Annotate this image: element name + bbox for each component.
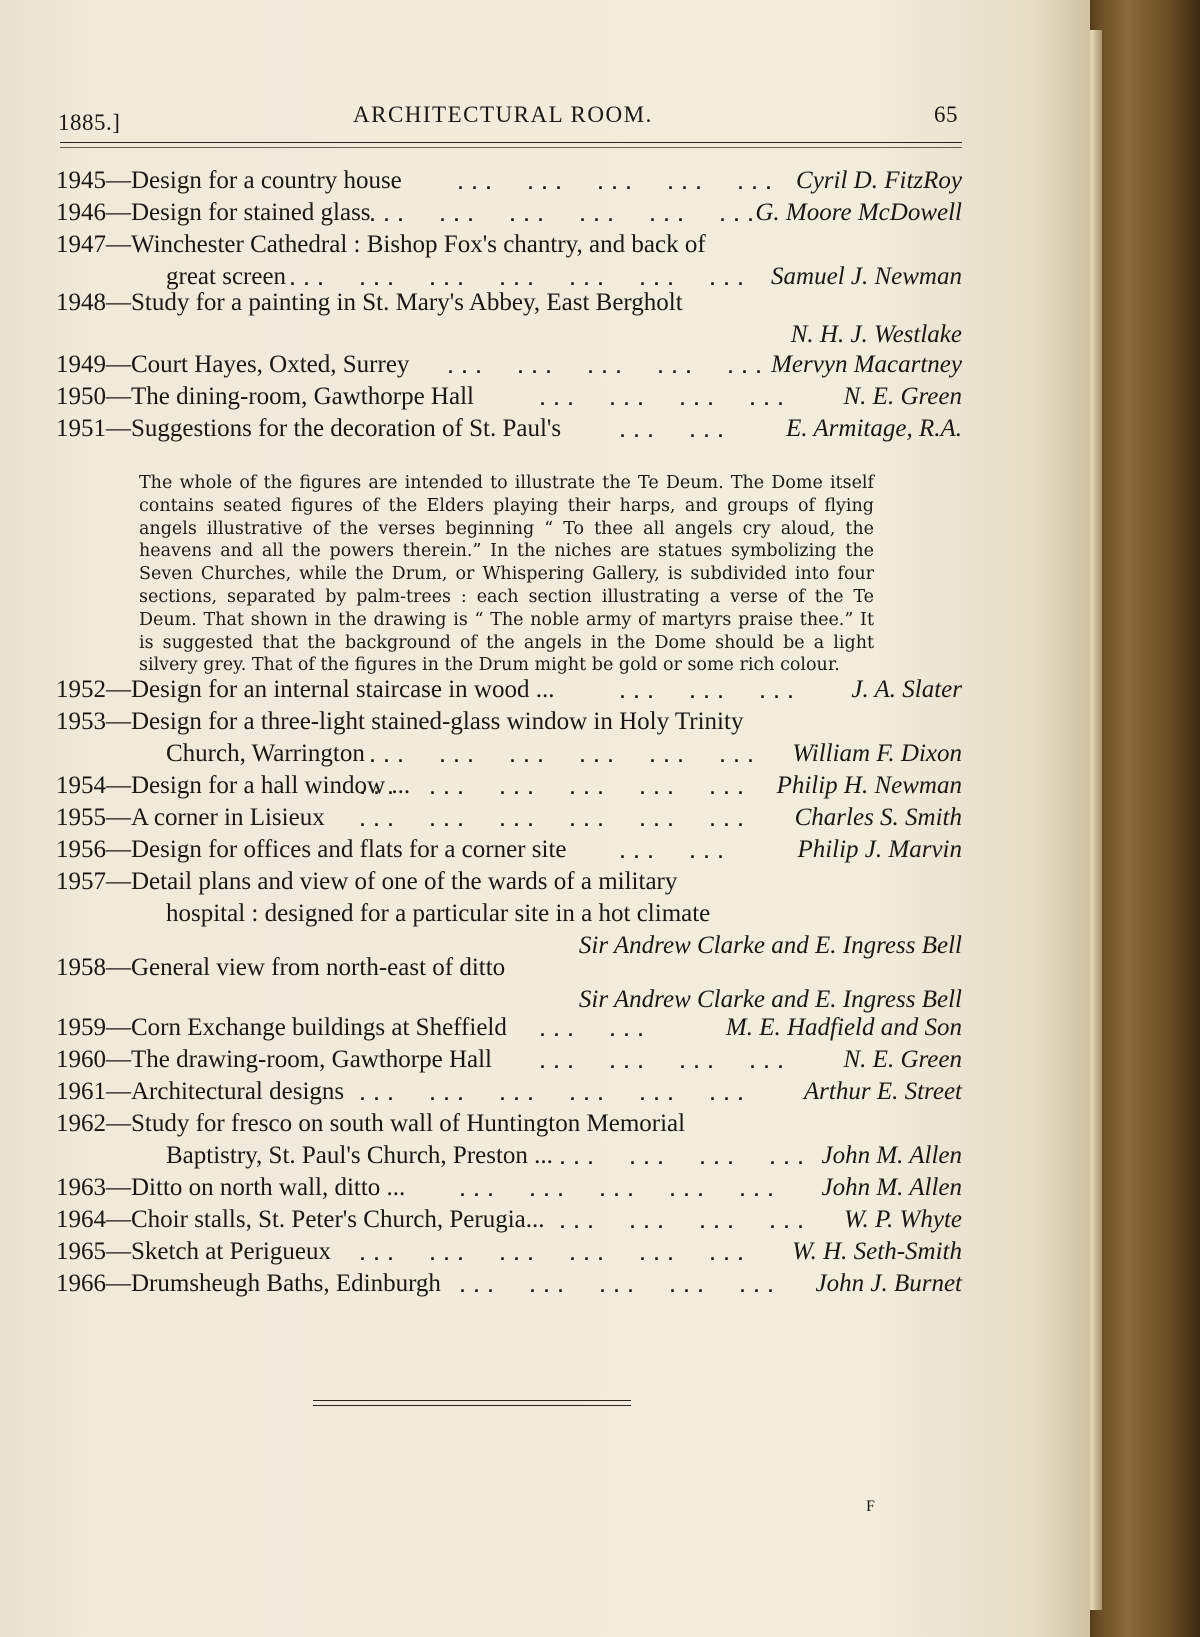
entry-number: 1950 [56, 383, 106, 410]
entry-title: —The drawing-room, Gawthorpe Hall [106, 1046, 492, 1073]
end-rule-double [313, 1405, 631, 1406]
leader-dots: ... ... ... ... [560, 1148, 813, 1168]
entry-title: —Architectural designs [106, 1078, 345, 1105]
leader-dots: ... ... ... ... ... [460, 1180, 783, 1200]
artist-name: Mervyn Macartney [771, 351, 962, 378]
catalogue-entry [56, 1204, 962, 1236]
catalogue-entry [56, 866, 962, 962]
entry-number: 1966 [56, 1270, 106, 1297]
catalogue-entry [56, 1172, 962, 1204]
artist-name: E. Armitage, R.A. [786, 415, 962, 442]
entry-title: hospital : designed for a particular site in a hot climate [166, 900, 711, 927]
entry-number: 1965 [56, 1238, 106, 1265]
entry-number: 1958 [56, 954, 106, 981]
end-rule [313, 1400, 631, 1401]
catalogue-entry [56, 229, 962, 293]
entry-title: —Study for fresco on south wall of Huntington Memorial [106, 1110, 686, 1137]
entry-title: —A corner in Lisieux [106, 804, 325, 831]
leader-dots: ... ... [540, 1020, 653, 1040]
catalogue-entry [56, 1044, 962, 1076]
artist-name: Cyril D. FitzRoy [796, 167, 962, 194]
leader-dots: ... ... ... ... ... ... [360, 810, 753, 830]
entry-title: Church, Warrington [166, 740, 365, 767]
artist-name: Philip H. Newman [776, 772, 962, 799]
entry-number: 1949 [56, 351, 106, 378]
entry-title: —Corn Exchange buildings at Sheffield [106, 1014, 507, 1041]
entry-title: —Ditto on north wall, ditto ... [106, 1174, 406, 1201]
entry-number: 1962 [56, 1110, 106, 1137]
entry-number: 1954 [56, 772, 106, 799]
entry-number: 1959 [56, 1014, 106, 1041]
catalogue-entry [56, 706, 962, 770]
catalogue-entry [56, 1236, 962, 1268]
catalogue-entry [56, 1012, 962, 1044]
entry-title: —General view from north-east of ditto [106, 954, 506, 981]
artist-name: Sir Andrew Clarke and E. Ingress Bell [578, 932, 962, 959]
leader-dots: ... ... ... ... ... ... [370, 746, 763, 766]
entry-number: 1945 [56, 167, 106, 194]
artist-name: J. A. Slater [851, 676, 962, 703]
page-number: 65 [934, 102, 958, 127]
entry-title: —Design for offices and flats for a corner site [106, 836, 567, 863]
catalogue-entry [56, 834, 962, 866]
artist-name: William F. Dixon [792, 740, 962, 767]
artist-name: John M. Allen [821, 1142, 962, 1169]
leader-dots: ... ... ... ... ... [460, 1276, 783, 1296]
artist-name: N. H. J. Westlake [790, 321, 962, 348]
entry-title: —Drumsheugh Baths, Edinburgh [106, 1270, 441, 1297]
entry-title: great screen [166, 263, 287, 290]
entry-title: —Design for an internal staircase in wood ... [106, 676, 555, 703]
entry-number: 1947 [56, 231, 106, 258]
leader-dots: ... ... [620, 842, 733, 862]
entry-title: —Study for a painting in St. Mary's Abbey, East Bergholt [106, 289, 683, 316]
leader-dots: ... ... ... ... ... ... [360, 1244, 753, 1264]
catalogue-entry [56, 413, 962, 445]
catalogue-entry [56, 287, 962, 351]
header-year: 1885.] [58, 110, 121, 135]
artist-name: W. H. Seth-Smith [792, 1238, 962, 1265]
running-header [0, 98, 1000, 138]
entry-title: Baptistry, St. Paul's Church, Preston ... [166, 1142, 553, 1169]
leader-dots: ... ... ... ... ... [448, 357, 771, 377]
entry-title: —Design for a three-light stained-glass window in Holy Trinity [106, 708, 744, 735]
leader-dots: ... ... ... ... [560, 1212, 813, 1232]
artist-name: Philip J. Marvin [797, 836, 962, 863]
entry-1951-note: The whole of the figures are intended to illustrate the Te Deum. The Dome itself contains seated figures of the Elders playing their harps, and groups of flying angels illustrative of the verses beginning “ To thee all angels cry aloud, the heavens and all the powers therein.” In the niches are statues symbolizing the Seven Churches, while the Drum, or Whispering Gallery, is subdivided into four sections, separated by palm-trees : each section illustrating a verse of the Te Deum. That shown in the drawing is “ The noble army of martyrs praise thee.” It is suggested that the background of the angels in the Dome should be a light silvery grey. That of the figures in the Drum might be gold or some rich colour. [139, 473, 874, 676]
catalogue-entry [56, 674, 962, 706]
entry-number: 1956 [56, 836, 106, 863]
header-rule [60, 142, 962, 143]
catalogue-entry [56, 197, 962, 229]
leader-dots: ... ... ... ... ... ... ... [290, 269, 753, 289]
leader-dots: ... ... ... ... [540, 389, 793, 409]
catalogue-entry [56, 1108, 962, 1172]
entry-number: 1948 [56, 289, 106, 316]
entry-number: 1961 [56, 1078, 106, 1105]
entry-number: 1964 [56, 1206, 106, 1233]
header-title: ARCHITECTURAL ROOM. [353, 102, 653, 127]
catalogue-entry [56, 165, 962, 197]
leader-dots: ... ... ... ... [540, 1052, 793, 1072]
artist-name: John J. Burnet [815, 1270, 962, 1297]
entry-title: —The dining-room, Gawthorpe Hall [106, 383, 474, 410]
artist-name: Sir Andrew Clarke and E. Ingress Bell [578, 986, 962, 1013]
entry-title: —Design for a country house [106, 167, 402, 194]
signature-mark: F [866, 1498, 875, 1515]
entry-title: —Choir stalls, St. Peter's Church, Perugia... [106, 1206, 545, 1233]
entry-number: 1946 [56, 199, 106, 226]
entry-number: 1957 [56, 868, 106, 895]
entry-title: —Detail plans and view of one of the wards of a military [106, 868, 678, 895]
artist-name: Charles S. Smith [794, 804, 962, 831]
entry-number: 1963 [56, 1174, 106, 1201]
artist-name: M. E. Hadfield and Son [725, 1014, 962, 1041]
entry-title: —Winchester Cathedral : Bishop Fox's chantry, and back of [106, 231, 706, 258]
entry-title: —Court Hayes, Oxted, Surrey [106, 351, 410, 378]
header-rule-double [60, 147, 962, 148]
catalogue-entry [56, 1076, 962, 1108]
artist-name: John M. Allen [821, 1174, 962, 1201]
entry-number: 1960 [56, 1046, 106, 1073]
artist-name: Arthur E. Street [803, 1078, 962, 1105]
artist-name: N. E. Green [843, 1046, 962, 1073]
catalogue-entry [56, 770, 962, 802]
leader-dots: ... ... [620, 421, 733, 441]
artist-name: Samuel J. Newman [771, 263, 962, 290]
leader-dots: ... ... ... ... ... [458, 173, 781, 193]
entry-title: —Design for stained glass [106, 199, 371, 226]
artist-name: N. E. Green [843, 383, 962, 410]
catalogue-entry [56, 802, 962, 834]
entry-number: 1952 [56, 676, 106, 703]
entry-title: —Suggestions for the decoration of St. Paul's [106, 415, 562, 442]
leader-dots: ... ... ... [620, 682, 803, 702]
entry-number: 1953 [56, 708, 106, 735]
leader-dots: ... ... ... ... ... ... [360, 778, 753, 798]
leader-dots: ... ... ... ... ... ... [370, 205, 763, 225]
catalogue-entry [56, 952, 962, 1016]
leader-dots: ... ... ... ... ... ... [360, 1084, 753, 1104]
entry-title: —Sketch at Perigueux [106, 1238, 331, 1265]
artist-name: G. Moore McDowell [755, 199, 962, 226]
catalogue-entry [56, 1268, 962, 1300]
entry-number: 1951 [56, 415, 106, 442]
catalogue-entry [56, 349, 962, 381]
artist-name: W. P. Whyte [843, 1206, 962, 1233]
entry-number: 1955 [56, 804, 106, 831]
entry-title: —Design for a hall window ... [106, 772, 411, 799]
catalogue-entry [56, 381, 962, 413]
